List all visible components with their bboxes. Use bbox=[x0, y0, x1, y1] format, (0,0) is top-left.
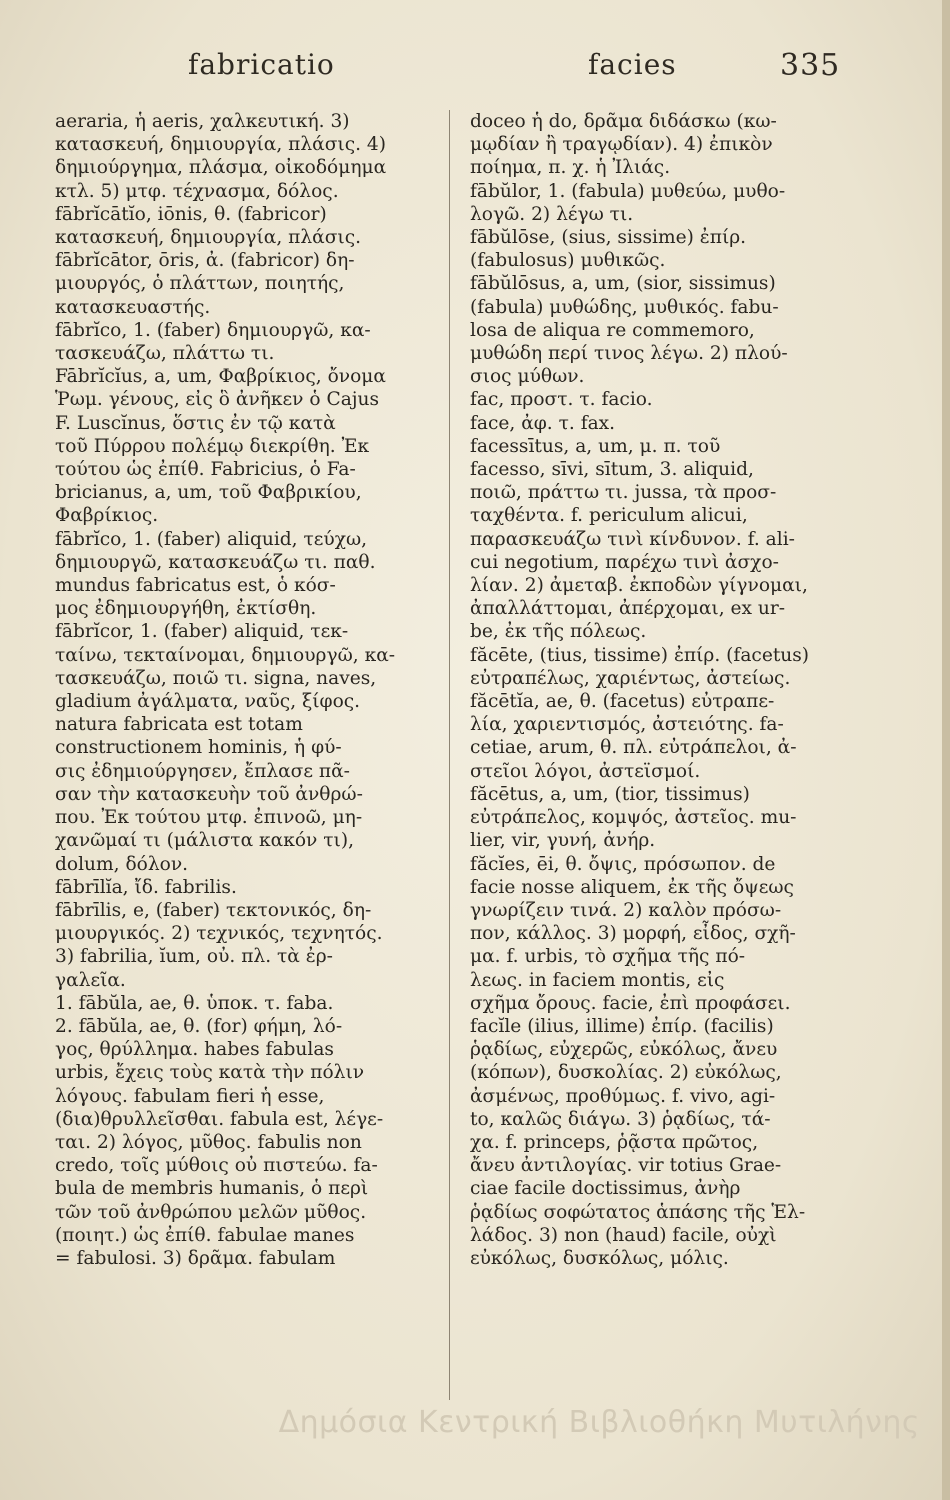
text-line: doceo ἡ do, δρᾶμα διδάσκω (κω- bbox=[470, 111, 777, 132]
text-line: fābrĭcātor, ōris, ἀ. (fabricor) δη- bbox=[55, 250, 355, 272]
text-line: λίαν. 2) ἀμεταβ. ἐκποδὼν γίγνομαι, bbox=[470, 575, 808, 597]
text-line: făcēte, (tius, tissime) ἐπίρ. (facetus) bbox=[470, 644, 810, 666]
text-line: μυθώδη περί τινος λέγω. 2) πλού- bbox=[470, 343, 788, 365]
text-line: fābrīlis, e, (faber) τεκτονικός, δη- bbox=[55, 899, 372, 921]
column-divider bbox=[449, 110, 450, 1400]
text-line: făcĭes, ēi, θ. ὄψις, πρόσωπον. de bbox=[470, 853, 776, 875]
text-line: (ποιητ.) ὡς ἐπίθ. fabulae manes bbox=[55, 1224, 355, 1246]
text-line: losa de aliqua re commemoro, bbox=[470, 319, 755, 341]
text-line: bula de membris humanis, ὁ περὶ bbox=[55, 1178, 369, 1200]
text-line: facessītus, a, um, μ. π. τοῦ bbox=[470, 435, 721, 457]
text-line: 1. fābŭla, ae, θ. ὑποκ. τ. faba. bbox=[55, 992, 334, 1014]
text-line: κατασκευή, δημιουργία, πλάσις. 4) bbox=[55, 134, 387, 156]
text-line: σιος μύθων. bbox=[470, 366, 585, 388]
text-line: gladium ἀγάλματα, ναῦς, ξίφος. bbox=[55, 691, 361, 713]
text-line: μιουργικός. 2) τεχνικός, τεχνητός. bbox=[55, 923, 383, 945]
left-column bbox=[55, 110, 433, 1270]
text-line: be, ἐκ τῆς πόλεως. bbox=[470, 621, 647, 643]
text-line: facĭle (ilius, illime) ἐπίρ. (facilis) bbox=[470, 1015, 774, 1037]
text-line: ποιῶ, πράττω τι. jussa, τὰ προσ- bbox=[470, 482, 777, 504]
text-line: ταίνω, τεκταίνομαι, δημιουργῶ, κα- bbox=[55, 644, 396, 666]
text-line: γαλεῖα. bbox=[55, 969, 126, 991]
text-line: λάδος. 3) non (haud) facile, οὐχὶ bbox=[470, 1224, 777, 1246]
text-line: σχῆμα ὄρους. facie, ἐπὶ προφάσει. bbox=[470, 992, 791, 1014]
text-line: mundus fabricatus est, ὁ κόσ- bbox=[55, 575, 336, 597]
text-line: fac, προστ. τ. facio. bbox=[470, 389, 653, 411]
text-line: credo, τοῖς μύθοις οὐ πιστεύω. fa- bbox=[55, 1155, 378, 1177]
text-line: εὐτράπελος, κομψός, ἀστεῖος. mu- bbox=[470, 807, 797, 829]
text-line: λία, χαριεντισμός, ἀστειότης. fa- bbox=[470, 714, 784, 736]
text-line: fābŭlor, 1. (fabula) μυθεύω, μυθο- bbox=[470, 180, 786, 202]
text-line: ῥᾳδίως σοφώτατος ἁπάσης τῆς Ἑλ- bbox=[470, 1201, 806, 1223]
text-line: γος, θρύλλημα. habes fabulas bbox=[55, 1039, 334, 1061]
text-line: ἄνευ ἀντιλογίας. vir totius Grae- bbox=[470, 1155, 782, 1177]
text-line: fābrĭco, 1. (faber) aliquid, τεύχω, bbox=[55, 528, 368, 550]
page-number: 335 bbox=[780, 48, 841, 83]
text-line: εὐτραπέλως, χαριέντως, ἀστείως. bbox=[470, 667, 791, 689]
text-line: fābŭlōsus, a, um, (sior, sissimus) bbox=[470, 273, 776, 295]
text-line: χανῶμαί τι (μάλιστα κακόν τι), bbox=[55, 830, 354, 852]
text-line: ται. 2) λόγος, μῦθος. fabulis non bbox=[55, 1131, 362, 1153]
text-line: μῳδίαν ἢ τραγῳδίαν). 4) ἐπικὸν bbox=[470, 134, 773, 156]
text-line: ἀπαλλάττομαι, ἀπέρχομαι, ex ur- bbox=[470, 598, 786, 620]
text-line: fābrĭcātĭo, iōnis, θ. (fabricor) bbox=[55, 203, 327, 225]
text-line: făcētĭa, ae, θ. (facetus) εὐτραπε- bbox=[470, 691, 775, 713]
text-line: ἀσμένως, προθύμως. f. vivo, agi- bbox=[470, 1085, 776, 1107]
text-line: κατασκευαστής. bbox=[55, 296, 211, 318]
text-line: (δια)θρυλλεῖσθαι. fabula est, λέγε- bbox=[55, 1108, 384, 1130]
text-line: fābrīlĭa, ἴδ. fabrilis. bbox=[55, 876, 237, 898]
text-line: (fabulosus) μυθικῶς. bbox=[470, 250, 666, 272]
text-line: urbis, ἔχεις τοὺς κατὰ τὴν πόλιν bbox=[55, 1062, 365, 1084]
text-line: aeraria, ἡ aeris, χαλκευτική. 3) bbox=[55, 111, 350, 132]
text-line: (fabula) μυθώδης, μυθικός. fabu- bbox=[470, 296, 779, 318]
right-column bbox=[470, 110, 848, 1270]
text-line: που. Ἐκ τούτου μτφ. ἐπινοῶ, μη- bbox=[55, 807, 363, 829]
text-line: F. Luscĭnus, ὅστις ἐν τῷ κατὰ bbox=[55, 412, 336, 434]
text-line: 3) fabrilia, ĭum, οὐ. πλ. τὰ ἐρ- bbox=[55, 946, 333, 968]
header-right-guideword: facies bbox=[588, 48, 677, 81]
header-left-guideword: fabricatio bbox=[188, 48, 335, 81]
text-line: Φαβρίκιος. bbox=[55, 505, 159, 527]
text-line: τασκευάζω, ποιῶ τι. signa, naves, bbox=[55, 667, 377, 689]
text-line: εὐκόλως, δυσκόλως, μόλις. bbox=[470, 1247, 729, 1269]
text-line: fābrĭco, 1. (faber) δημιουργῶ, κα- bbox=[55, 319, 371, 341]
library-watermark: Δημόσια Κεντρική Βιβλιοθήκη Μυτιλήνης bbox=[278, 1405, 920, 1440]
text-line: lier, vir, γυνή, ἀνήρ. bbox=[470, 830, 656, 852]
page-edge bbox=[942, 0, 950, 1500]
text-line: πον, κάλλος. 3) μορφή, εἶδος, σχῆ- bbox=[470, 923, 796, 945]
text-line: λεως. in faciem montis, εἰς bbox=[470, 969, 725, 991]
text-line: facie nosse aliquem, ἐκ τῆς ὄψεως bbox=[470, 876, 794, 898]
text-line: 2. fābŭla, ae, θ. (for) φήμη, λό- bbox=[55, 1015, 343, 1037]
text-line: σαν τὴν κατασκευὴν τοῦ ἀνθρώ- bbox=[55, 783, 363, 805]
text-line: λογῶ. 2) λέγω τι. bbox=[470, 203, 634, 225]
text-line: δημιούργημα, πλάσμα, οἰκοδόμημα bbox=[55, 157, 387, 179]
text-line: τούτου ὡς ἐπίθ. Fabricius, ὁ Fa- bbox=[55, 459, 356, 481]
text-line: cetiae, arum, θ. πλ. εὐτράπελοι, ἀ- bbox=[470, 737, 797, 759]
text-line: ῥᾳδίως, εὐχερῶς, εὐκόλως, ἄνευ bbox=[470, 1039, 778, 1061]
text-line: μα. f. urbis, τὸ σχῆμα τῆς πό- bbox=[470, 946, 746, 968]
text-line: χα. f. princeps, ῥᾷστα πρῶτος, bbox=[470, 1131, 759, 1153]
text-line: ciae facile doctissimus, ἀνὴρ bbox=[470, 1178, 741, 1200]
text-line: făcētus, a, um, (tior, tissimus) bbox=[470, 783, 750, 805]
text-line: facesso, sīvi, sītum, 3. aliquid, bbox=[470, 459, 754, 481]
text-line: τασκευάζω, πλάττω τι. bbox=[55, 343, 275, 365]
text-line: Ῥωμ. γένους, εἰς ὃ ἀνῆκεν ὁ Cajus bbox=[55, 389, 380, 411]
text-line: παρασκευάζω τινὶ κίνδυνον. f. ali- bbox=[470, 528, 795, 550]
text-line: face, ἀφ. τ. fax. bbox=[470, 412, 616, 434]
text-line: στεῖοι λόγοι, ἀστεϊσμοί. bbox=[470, 760, 701, 782]
text-line: μος ἐδημιουργήθη, ἐκτίσθη. bbox=[55, 598, 317, 620]
text-line: τῶν τοῦ ἀνθρώπου μελῶν μῦθος. bbox=[55, 1201, 367, 1223]
text-line: constructionem hominis, ἡ φύ- bbox=[55, 737, 342, 759]
text-line: dolum, δόλον. bbox=[55, 853, 189, 875]
text-line: μιουργός, ὁ πλάττων, ποιητής, bbox=[55, 273, 345, 295]
text-line: κτλ. 5) μτφ. τέχνασμα, δόλος. bbox=[55, 180, 339, 202]
text-line: σις ἐδημιούργησεν, ἔπλασε πᾶ- bbox=[55, 760, 350, 782]
text-line: γνωρίζειν τινά. 2) καλὸν πρόσω- bbox=[470, 899, 782, 921]
text-line: Fābrĭcĭus, a, um, Φαβρίκιος, ὄνομα bbox=[55, 366, 386, 388]
text-line: natura fabricata est totam bbox=[55, 714, 303, 736]
text-line: ταχθέντα. f. periculum alicui, bbox=[470, 505, 748, 527]
text-line: bricianus, a, um, τοῦ Φαβρικίου, bbox=[55, 482, 362, 504]
running-header bbox=[40, 48, 900, 98]
text-line: = fabulosi. 3) δρᾶμα. fabulam bbox=[55, 1247, 336, 1269]
text-line: to, καλῶς διάγω. 3) ῥᾳδίως, τά- bbox=[470, 1108, 771, 1130]
text-line: fābŭlōse, (sius, sissime) ἐπίρ. bbox=[470, 227, 747, 249]
text-line: κατασκευή, δημιουργία, πλάσις. bbox=[55, 227, 362, 249]
text-line: cui negotium, παρέχω τινὶ ἀσχο- bbox=[470, 551, 779, 573]
text-line: τοῦ Πύρρου πολέμῳ διεκρίθη. Ἐκ bbox=[55, 435, 370, 457]
text-line: ποίημα, π. χ. ἡ Ἰλιάς. bbox=[470, 157, 671, 179]
text-line: fābrĭcor, 1. (faber) aliquid, τεκ- bbox=[55, 621, 349, 643]
text-line: λόγους. fabulam fieri ἡ esse, bbox=[55, 1085, 325, 1107]
text-line: δημιουργῶ, κατασκευάζω τι. παθ. bbox=[55, 551, 376, 573]
text-line: (κόπων), δυσκολίας. 2) εὐκόλως, bbox=[470, 1062, 782, 1084]
